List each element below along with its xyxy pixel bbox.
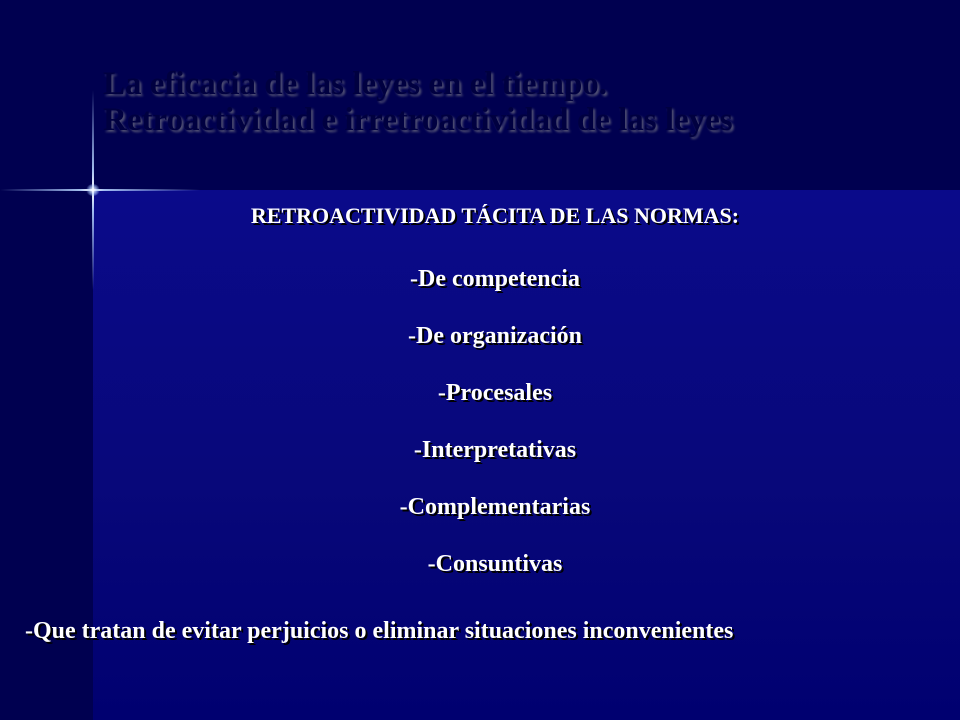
list-item: -De competencia [410, 266, 580, 292]
list-item: -Consuntivas [427, 551, 563, 577]
title-line-1: La eficacia de las leyes en el tiempo. [103, 66, 608, 102]
list-item: -De organización [408, 323, 582, 349]
list-item-last: -Que tratan de evitar perjuicios o eliminar situaciones inconvenientes [25, 618, 734, 644]
light-flare-horizontal [0, 189, 200, 191]
slide-title [103, 66, 953, 138]
title-line-2: Retroactividad e irretroactividad de las leyes [103, 102, 733, 138]
list-item: -Procesales [437, 380, 553, 406]
light-flare-center [86, 184, 100, 196]
list-item: -Complementarias [399, 494, 591, 520]
list-item: -Interpretativas [413, 437, 577, 463]
section-heading: RETROACTIVIDAD TÁCITA DE LAS NORMAS: [250, 203, 740, 228]
norm-type-list [0, 262, 960, 604]
